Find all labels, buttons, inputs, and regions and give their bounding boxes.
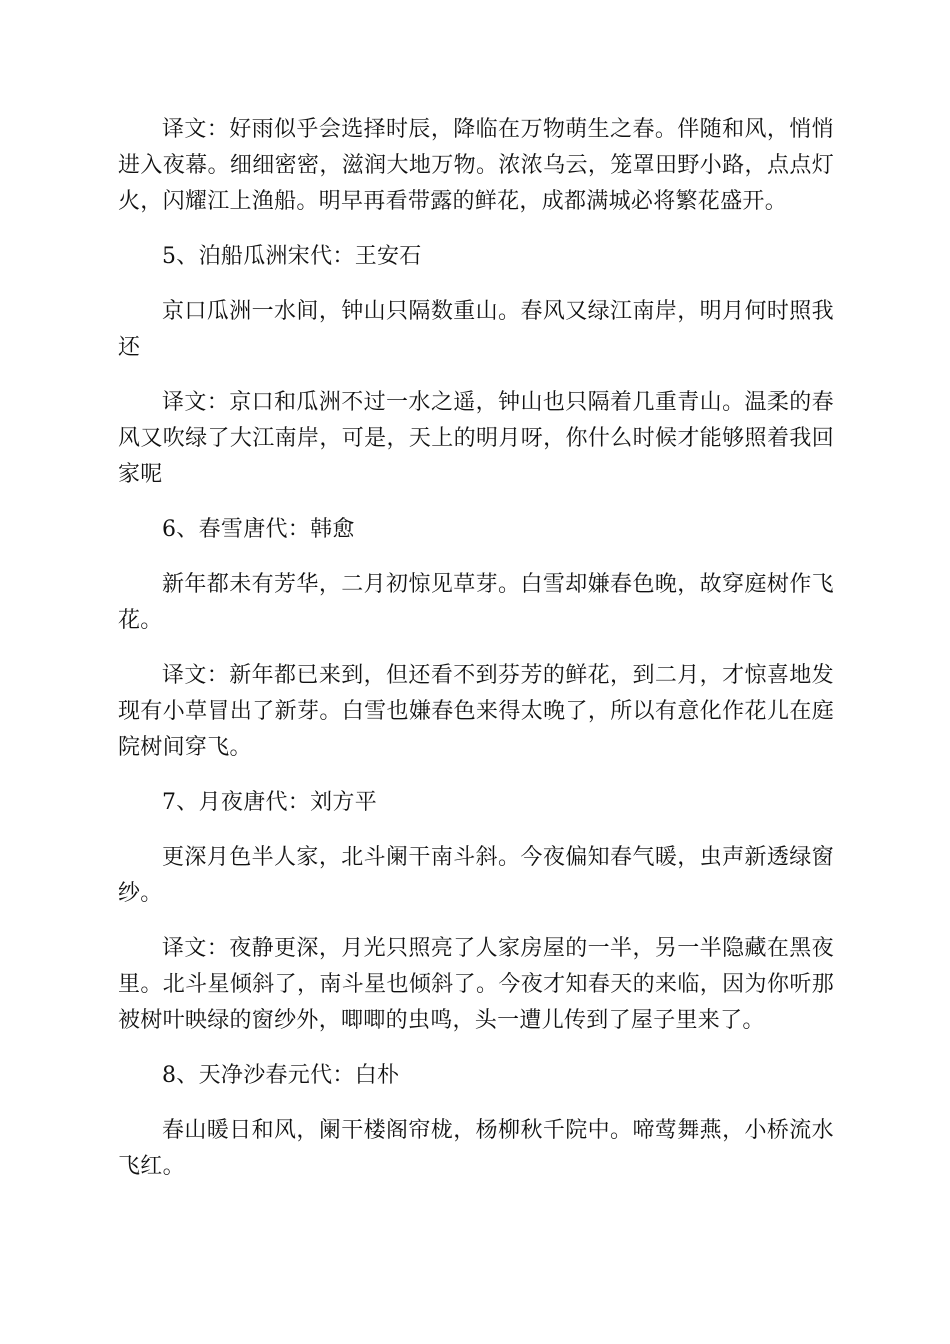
translation-paragraph: 译文：新年都已来到，但还看不到芬芳的鲜花，到二月，才惊喜地发现有小草冒出了新芽。白雪也嫌春色来得太晚了，所以有意化作花儿在庭院树间穿飞。 [118, 663, 834, 760]
poem-text: 京口瓜洲一水间，钟山只隔数重山。春风又绿江南岸，明月何时照我还 [118, 299, 834, 360]
translation-paragraph: 译文：京口和瓜洲不过一水之遥，钟山也只隔着几重青山。温柔的春风又吹绿了大江南岸，可是，天上的明月呀，你什么时候才能够照着我回家呢 [118, 390, 834, 487]
poem-heading: 6、春雪唐代：韩愈 [162, 517, 355, 542]
poem-heading: 5、泊船瓜洲宋代：王安石 [162, 244, 422, 269]
poem-heading: 7、月夜唐代：刘方平 [162, 790, 377, 815]
translation-paragraph: 译文：夜静更深，月光只照亮了人家房屋的一半，另一半隐藏在黑夜里。北斗星倾斜了，南斗星也倾斜了。今夜才知春天的来临，因为你听那被树叶映绿的窗纱外，唧唧的虫鸣，头一遭儿传到了屋子里来了。 [118, 936, 834, 1033]
poem-heading: 8、天净沙春元代：白朴 [162, 1063, 400, 1088]
document-body [118, 112, 834, 1204]
poem-text: 新年都未有芳华，二月初惊见草芽。白雪却嫌春色晚，故穿庭树作飞花。 [118, 572, 834, 633]
translation-paragraph: 译文：好雨似乎会选择时辰，降临在万物萌生之春。伴随和风，悄悄进入夜幕。细细密密，滋润大地万物。浓浓乌云，笼罩田野小路，点点灯火，闪耀江上渔船。明早再看带露的鲜花，成都满城必将繁花盛开。 [118, 117, 834, 214]
poem-text: 春山暖日和风，阑干楼阁帘栊，杨柳秋千院中。啼莺舞燕，小桥流水飞红。 [118, 1118, 834, 1179]
poem-text: 更深月色半人家，北斗阑干南斗斜。今夜偏知春气暖，虫声新透绿窗纱。 [118, 845, 834, 906]
